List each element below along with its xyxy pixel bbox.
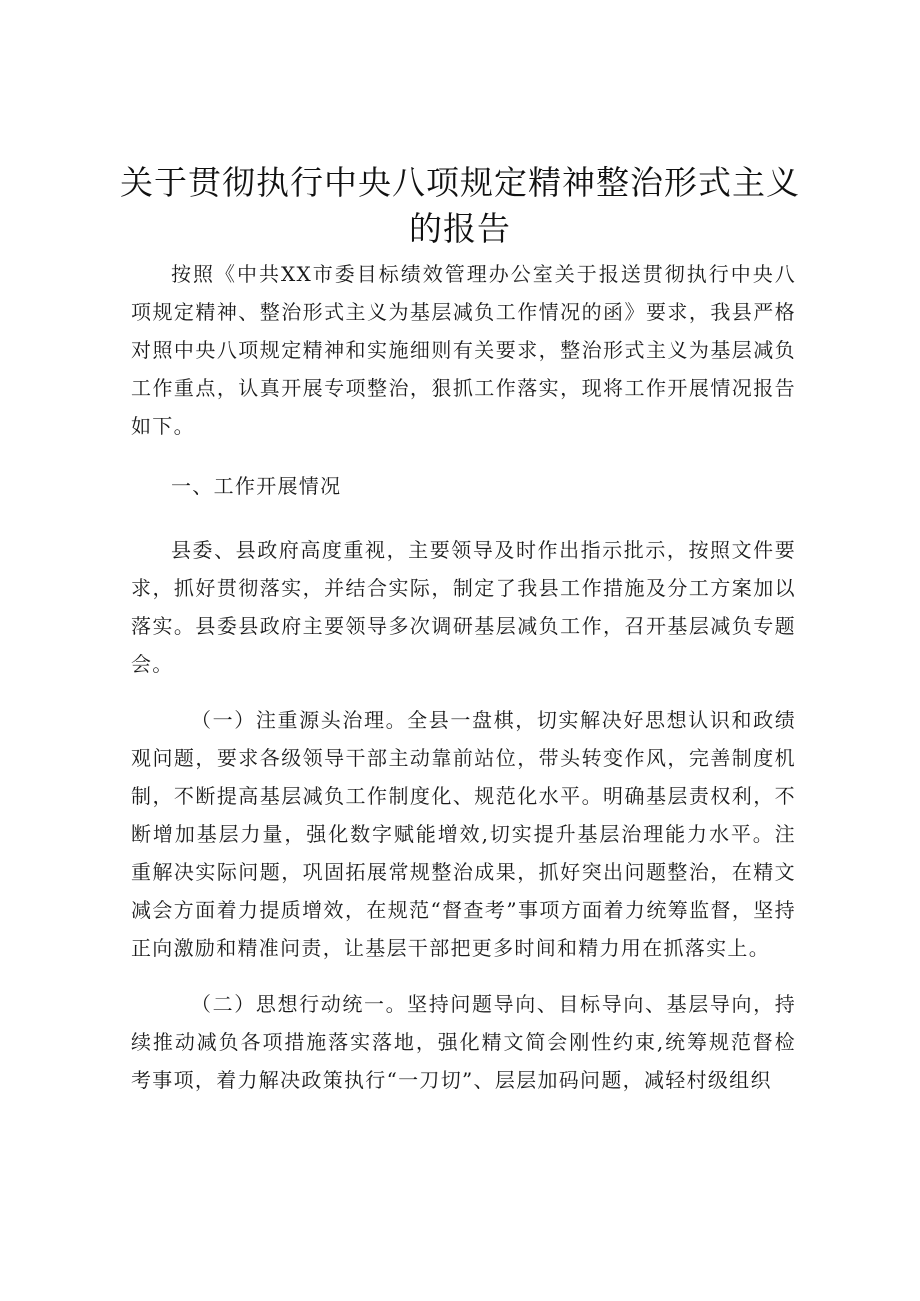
section-heading: 一、工作开展情况 xyxy=(171,474,342,498)
subsection-2-paragraph: （二）思想行动统一。坚持问题导向、目标导向、基层导向，持续推动减负各项措施落实落地，强化精文简会刚性约束,统筹规范督检考事项，着力解决政策执行“一刀切”、层层加码问题，减轻村级组织 xyxy=(131,992,796,1092)
document-body xyxy=(131,255,796,1099)
title-line-2: 的报告 xyxy=(409,209,511,248)
intro-paragraph: 按照《中共XX市委目标绩效管理办公室关于报送贯彻执行中央八项规定精神、整治形式主义为基层减负工作情况的函》要求，我县严格对照中央八项规定精神和实施细则有关要求，整治形式主义为基层减负工作重点，认真开展专项整治，狠抓工作落实，现将工作开展情况报告如下。 xyxy=(131,262,796,438)
subsection-1-paragraph: （一）注重源头治理。全县一盘棋，切实解决好思想认识和政绩观问题，要求各级领导干部主动靠前站位，带头转变作风，完善制度机制，不断提高基层减负工作制度化、规范化水平。明确基层责权利，不断增加基层力量，强化数字赋能增效,切实提升基层治理能力水平。注重解决实际问题，巩固拓展常规整治成果，抓好突出问题整治，在精文减会方面着力提质增效，在规范“督查考”事项方面着力统筹监督，坚持正向激励和精准问责，让基层干部把更多时间和精力用在抓落实上。 xyxy=(131,708,796,960)
overview-paragraph: 县委、县政府高度重视，主要领导及时作出指示批示，按照文件要求，抓好贯彻落实，并结合实际，制定了我县工作措施及分工方案加以落实。县委县政府主要领导多次调研基层减负工作，召开基层减负专题会。 xyxy=(131,538,796,676)
document-title xyxy=(100,160,820,252)
title-line-1: 关于贯彻执行中央八项规定精神整治形式主义 xyxy=(120,163,800,202)
